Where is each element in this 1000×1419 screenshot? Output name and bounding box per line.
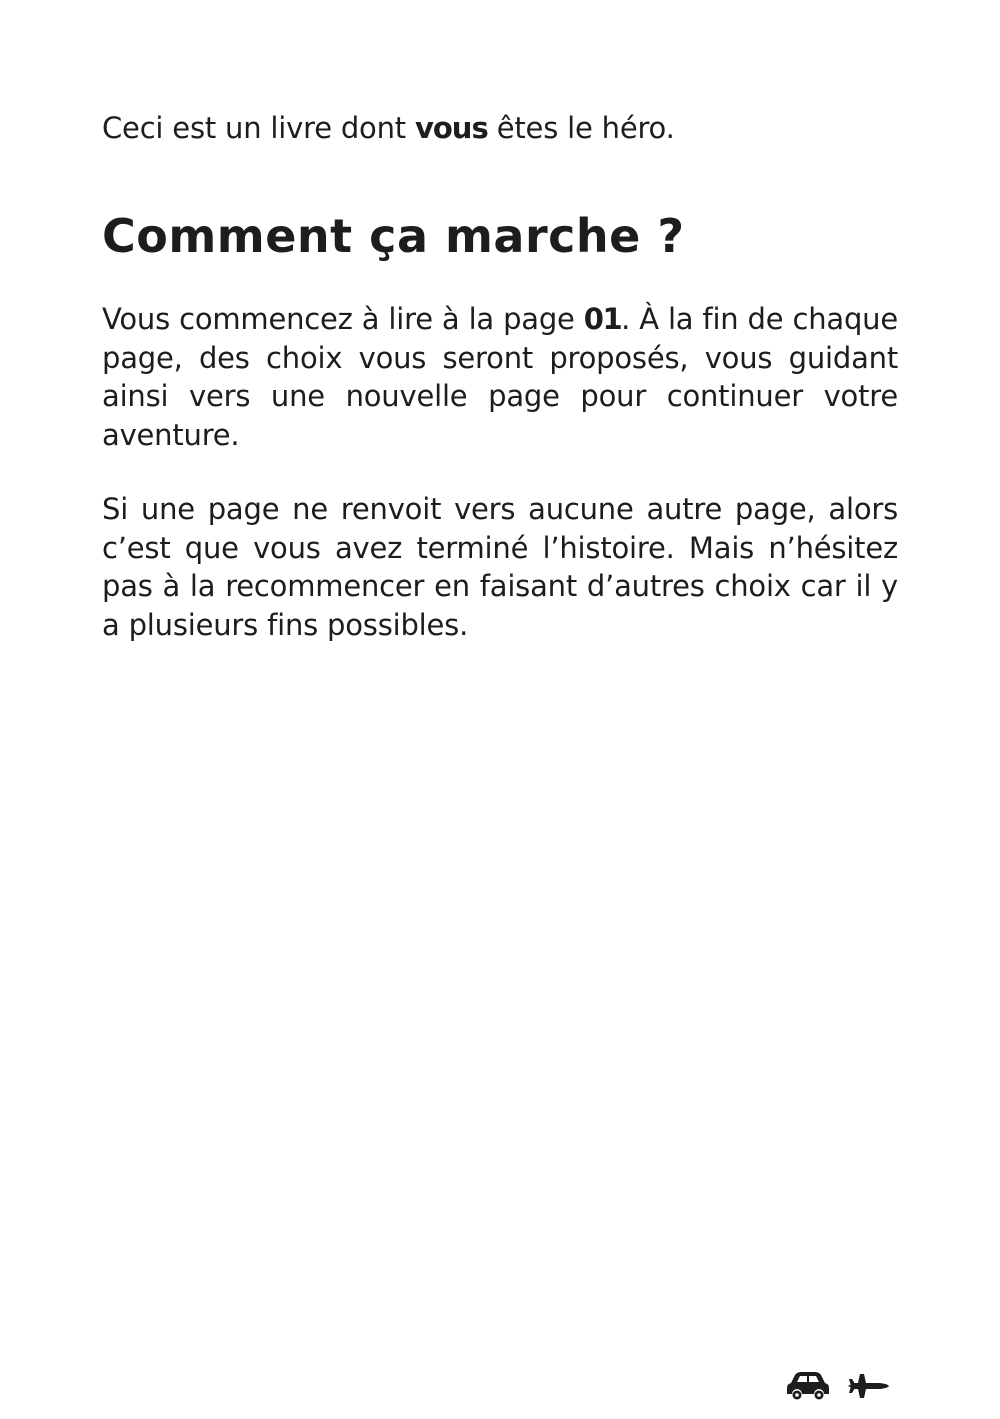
page-reference: 01 bbox=[583, 302, 622, 336]
paragraph1-before: Vous commencez à lire à la page bbox=[102, 302, 584, 336]
airplane-icon bbox=[846, 1370, 890, 1402]
intro-bold-word: vous bbox=[414, 111, 488, 145]
footer-icons bbox=[786, 1366, 896, 1406]
section-heading: Comment ça marche ? bbox=[102, 209, 685, 263]
intro-text-before: Ceci est un livre dont bbox=[102, 111, 415, 145]
intro-line bbox=[102, 108, 902, 148]
paragraph1-after: . À la fin de chaque page, des choix vous seront proposés, vous guidant ainsi vers une nouvelle page pour continuer votre aventure. bbox=[102, 302, 898, 452]
intro-text-after: êtes le héro. bbox=[487, 111, 675, 145]
paragraph-endings: Si une page ne renvoit vers aucune autre page, alors c’est que vous avez terminé l’histoire. Mais n’hésitez pas à la recommencer en faisant d’autres choix car il y a plusieurs fins possibles. bbox=[102, 492, 898, 642]
car-icon bbox=[786, 1371, 830, 1401]
paragraph-instructions bbox=[102, 300, 898, 454]
